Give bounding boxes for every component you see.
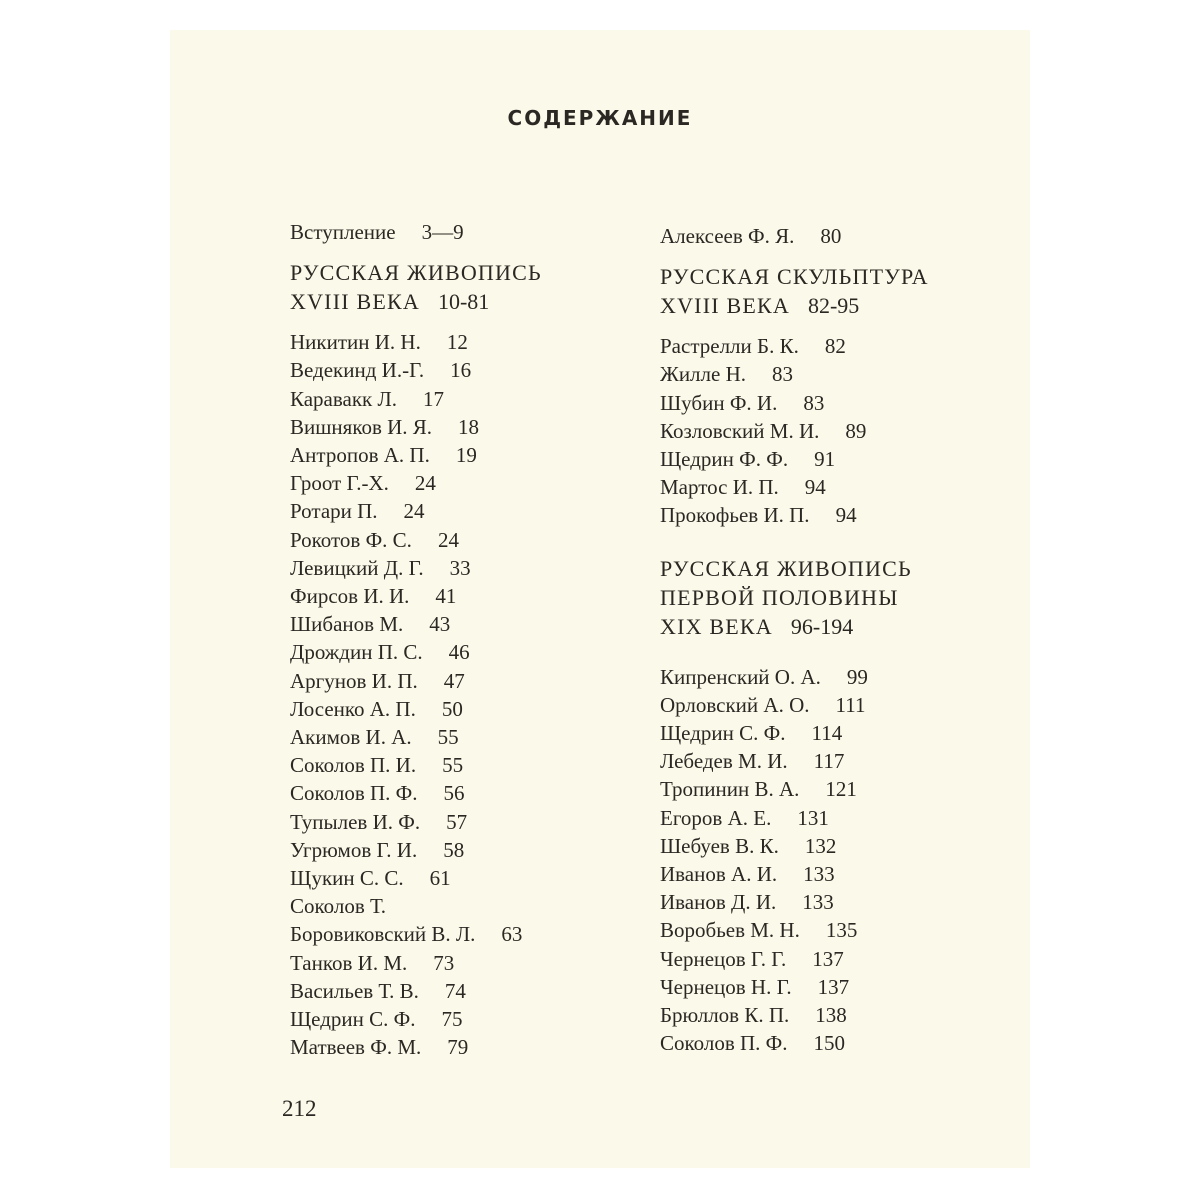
entry-name: Щукин С. С. [290, 866, 404, 891]
entry-page: 33 [449, 555, 471, 580]
toc-entry [660, 691, 1000, 719]
entry-page: 94 [804, 475, 826, 500]
section-page-range: 96-194 [790, 613, 854, 639]
entry-name: Акимов И. А. [290, 725, 412, 750]
entry-page: 58 [443, 837, 465, 862]
toc-entry [290, 413, 620, 441]
toc-left-column [290, 218, 620, 1061]
entry-name: Ротари П. [290, 499, 378, 524]
entry-page: 135 [825, 918, 858, 943]
section-heading-line: XVIII ВЕКА [660, 293, 790, 319]
entry-page: 24 [437, 527, 459, 552]
entry-name: Шубин Ф. И. [660, 390, 778, 415]
entry-name: Чернецов Г. Г. [660, 946, 787, 971]
toc-entry [660, 663, 1000, 691]
entry-page: 46 [448, 640, 470, 665]
entry-page: 132 [804, 833, 837, 858]
entry-page: 24 [403, 499, 425, 524]
entry-page: 56 [443, 781, 465, 806]
page-number: 212 [282, 1096, 317, 1121]
entry-name: Алексеев Ф. Я. [660, 224, 795, 248]
section-heading-line: РУССКАЯ ЖИВОПИСЬ [290, 260, 542, 286]
entry-name: Шибанов М. [290, 612, 404, 637]
section-page-range: 82-95 [807, 293, 860, 319]
book-page [170, 30, 1030, 1168]
toc-entry [660, 860, 1000, 888]
entry-name: Щедрин Ф. Ф. [660, 447, 789, 472]
toc-entry-list [290, 328, 620, 1061]
entry-page: 16 [450, 358, 472, 383]
entry-page: 137 [812, 946, 844, 971]
toc-entry [660, 719, 1000, 747]
entry-name: Соколов Т. [290, 894, 386, 919]
entry-page: 41 [435, 584, 457, 609]
entry-name: Лосенко А. П. [290, 696, 416, 721]
entry-page: 133 [803, 862, 835, 887]
section-heading-russian-painting-18th [290, 258, 620, 316]
entry-name: Прокофьев И. П. [660, 503, 810, 528]
entry-page: 150 [813, 1031, 846, 1056]
entry-name: Каравакк Л. [290, 386, 397, 411]
entry-page: 133 [802, 890, 834, 915]
toc-entry [290, 920, 620, 948]
toc-entry [660, 360, 1000, 388]
entry-page: 111 [835, 692, 866, 717]
entry-name: Иванов Д. И. [660, 890, 777, 915]
entry-page: 138 [815, 1003, 847, 1028]
toc-entry [290, 892, 620, 920]
entry-name: Гроот Г.-Х. [290, 471, 389, 496]
entry-page: 47 [443, 668, 465, 693]
toc-entry [660, 1001, 1000, 1029]
toc-entry [660, 916, 1000, 944]
entry-page: 83 [772, 362, 793, 387]
entry-name: Ведекинд И.-Г. [290, 358, 425, 383]
toc-entry [290, 723, 620, 751]
entry-name: Иванов А. И. [660, 862, 778, 887]
entry-name: Соколов П. Ф. [660, 1031, 788, 1056]
toc-entry [290, 497, 620, 525]
toc-entry [660, 747, 1000, 775]
entry-name: Дрождин П. С. [290, 640, 423, 665]
entry-name: Шебуев В. К. [660, 833, 779, 858]
section-heading-line: XIX ВЕКА [660, 613, 773, 639]
entry-name: Жилле Н. [660, 362, 746, 387]
entry-page: 75 [441, 1007, 463, 1032]
toc-entry [290, 1033, 620, 1061]
entry-name: Егоров А. Е. [660, 805, 772, 830]
toc-entry [290, 610, 620, 638]
toc-entry [660, 222, 1000, 250]
entry-page: 73 [433, 950, 455, 975]
toc-entry [660, 389, 1000, 417]
entry-name: Вишняков И. Я. [290, 414, 433, 439]
toc-entry [660, 945, 1000, 973]
entry-page: 55 [442, 753, 464, 778]
entry-page: 83 [803, 390, 825, 415]
toc-entry [290, 695, 620, 723]
entry-name: Левицкий Д. Г. [290, 555, 424, 580]
entry-page: 91 [814, 447, 836, 472]
entry-page: 61 [429, 866, 451, 891]
toc-entry [660, 973, 1000, 1001]
entry-name: Соколов П. Ф. [290, 781, 418, 806]
section-heading-russian-painting-19th [660, 554, 1000, 641]
toc-entry [290, 751, 620, 779]
toc-entry [290, 864, 620, 892]
toc-entry [660, 832, 1000, 860]
entry-name: Боровиковский В. Л. [290, 922, 476, 947]
toc-entry [290, 667, 620, 695]
toc-entry [290, 554, 620, 582]
entry-page: 79 [447, 1035, 469, 1060]
entry-page: 137 [817, 974, 850, 999]
entry-name: Угрюмов Г. И. [290, 837, 418, 862]
toc-entry [290, 356, 620, 384]
entry-name: Вступление [290, 220, 396, 244]
toc-entry-list [660, 663, 1000, 1058]
toc-right-column [660, 222, 1000, 1057]
entry-page: 121 [825, 777, 857, 802]
toc-entry [660, 775, 1000, 803]
toc-entry [290, 836, 620, 864]
entry-name: Воробьев М. Н. [660, 918, 800, 943]
toc-entry [660, 804, 1000, 832]
entry-page: 74 [444, 978, 466, 1003]
entry-name: Щедрин С. Ф. [660, 721, 786, 746]
entry-name: Орловский А. О. [660, 692, 810, 717]
toc-entry [290, 441, 620, 469]
entry-name: Лебедев М. И. [660, 749, 788, 774]
entry-page: 114 [811, 721, 843, 746]
toc-entry [290, 1005, 620, 1033]
entry-name: Чернецов Н. Г. [660, 974, 792, 999]
entry-page: 57 [446, 809, 468, 834]
entry-page: 117 [813, 749, 845, 774]
toc-entry [660, 501, 1000, 529]
entry-name: Аргунов И. П. [290, 668, 418, 693]
entry-page: 55 [437, 725, 459, 750]
entry-name: Рокотов Ф. С. [290, 527, 412, 552]
toc-entry [290, 582, 620, 610]
toc-entry [660, 445, 1000, 473]
entry-page: 50 [441, 696, 463, 721]
section-heading-line: XVIII ВЕКА [290, 289, 420, 315]
entry-name: Растрелли Б. К. [660, 334, 799, 359]
entry-name: Мартос И. П. [660, 475, 779, 500]
section-heading-line: РУССКАЯ СКУЛЬПТУРА [660, 264, 929, 290]
entry-page: 89 [845, 418, 867, 443]
toc-entry [290, 638, 620, 666]
entry-name: Фирсов И. И. [290, 584, 410, 609]
entry-page: 17 [422, 386, 444, 411]
entry-page: 99 [846, 664, 868, 689]
entry-name: Щедрин С. Ф. [290, 1007, 416, 1032]
toc-entry [290, 808, 620, 836]
toc-entry [290, 949, 620, 977]
entry-page: 131 [797, 805, 829, 830]
toc-entry [660, 888, 1000, 916]
toc-entry [290, 526, 620, 554]
toc-entry [290, 977, 620, 1005]
entry-name: Матвеев Ф. М. [290, 1035, 422, 1060]
page-title: СОДЕРЖАНИЕ [507, 106, 693, 130]
entry-name: Танков И. М. [290, 950, 408, 975]
entry-page: 80 [820, 224, 842, 248]
toc-entry [290, 469, 620, 497]
toc-entry [290, 779, 620, 807]
toc-entry [660, 1029, 1000, 1057]
section-heading-line: ПЕРВОЙ ПОЛОВИНЫ [660, 584, 899, 610]
entry-page: 19 [455, 443, 477, 468]
toc-entry [660, 417, 1000, 445]
entry-page: 24 [414, 471, 436, 496]
toc-entry [290, 328, 620, 356]
entry-page: 94 [835, 503, 857, 528]
entry-page: 12 [446, 330, 468, 355]
entry-name: Козловский М. И. [660, 418, 820, 443]
toc-entry [660, 332, 1000, 360]
entry-name: Тропинин В. А. [660, 777, 800, 802]
entry-name: Брюллов К. П. [660, 1003, 790, 1028]
entry-name: Тупылев И. Ф. [290, 809, 421, 834]
section-heading-line: РУССКАЯ ЖИВОПИСЬ [660, 555, 912, 581]
entry-page: 82 [824, 334, 846, 359]
entry-page: 43 [429, 612, 451, 637]
entry-page: 3—9 [421, 220, 464, 244]
toc-entry [290, 385, 620, 413]
entry-page: 18 [458, 414, 480, 439]
toc-entry-introduction [290, 218, 620, 246]
toc-entry-list [660, 332, 1000, 529]
entry-name: Никитин И. Н. [290, 330, 421, 355]
entry-page: 63 [501, 922, 523, 947]
entry-name: Васильев Т. В. [290, 978, 419, 1003]
entry-name: Антропов А. П. [290, 443, 430, 468]
toc-entry [660, 473, 1000, 501]
entry-name: Соколов П. И. [290, 753, 417, 778]
section-heading-russian-sculpture-18th [660, 262, 1000, 320]
entry-name: Кипренский О. А. [660, 664, 821, 689]
section-page-range: 10-81 [437, 289, 490, 315]
